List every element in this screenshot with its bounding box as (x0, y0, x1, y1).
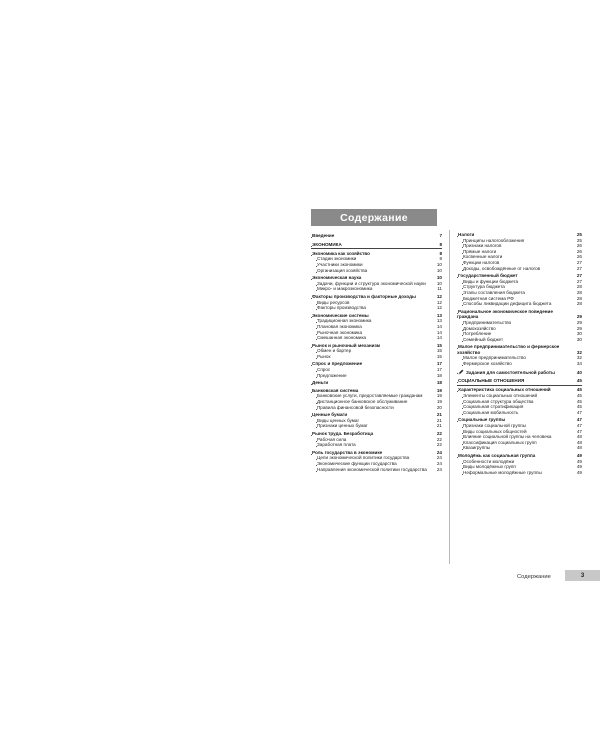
entry-page-number: 22 (436, 436, 442, 442)
left-section-heading (311, 380, 442, 386)
entry-title: Спрос (317, 367, 331, 373)
entry-page-number: 14 (436, 335, 442, 341)
right-subentry (457, 445, 582, 451)
entry-title: СОЦИАЛЬНЫЕ ОТНОШЕНИЯ (458, 378, 525, 384)
entry-page-number: 28 (576, 301, 582, 307)
entry-title: Малое предпринимательство и фермерское хозяйство (457, 344, 560, 355)
entry-title: Характеристика социальных отношений (458, 387, 551, 393)
entry-page-number: 28 (576, 289, 582, 295)
entry-page-number: 11 (437, 286, 442, 292)
entry-title: Элементы социальных отношений (463, 393, 538, 399)
entry-title: Заработная плата (317, 442, 356, 448)
entry-title: Признаки ценных бумаг (317, 423, 368, 429)
entry-title: Задания для самостоятельной работы (466, 369, 555, 375)
entry-title: Принципы налогообложения (463, 237, 525, 243)
entry-title: Виды ресурсов (317, 299, 350, 305)
entry-page-number: 8 (439, 241, 442, 247)
entry-title: Домохозяйство (463, 325, 496, 331)
entry-page-number: 26 (576, 254, 582, 260)
entry-page-number: 22 (436, 442, 442, 448)
entry-page-number: 15 (436, 342, 442, 348)
entry-title: Виды и функции бюджета (463, 278, 519, 284)
entry-page-number: 26 (576, 248, 582, 254)
entry-page-number: 40 (576, 369, 582, 375)
entry-page-number: 24 (436, 449, 442, 455)
entry-page-number: 27 (576, 265, 582, 271)
entry-title: Влияние социальной группы на человека (463, 434, 552, 440)
entry-title: Доходы, освобождённые от налогов (463, 265, 541, 271)
entry-title: Фермерское хозяйство (463, 361, 512, 367)
right-part-heading (457, 378, 582, 384)
entry-page-number: 18 (436, 372, 442, 378)
entry-title: Признаки налогов (463, 243, 502, 249)
page-number: 3 (580, 572, 585, 579)
left-subentry (311, 286, 442, 292)
entry-title: Признаки социальной группы (463, 423, 526, 428)
entry-page-number: 49 (576, 469, 582, 475)
entry-title: ЭКОНОМИКА (312, 241, 342, 247)
pencil-icon (458, 369, 464, 375)
entry-page-number: 45 (576, 404, 582, 410)
entry-title: Традиционная экономика (317, 318, 372, 324)
entry-page-number: 12 (436, 293, 442, 299)
entry-page-number: 24 (436, 466, 442, 472)
entry-page-number: 49 (576, 452, 582, 458)
entry-title: Банковская система (312, 387, 359, 393)
entry-page-number: 45 (576, 393, 582, 399)
entry-title: Социальная мобильность (463, 409, 519, 415)
entry-title: Потребление (463, 331, 492, 337)
entry-page-number: 13 (436, 312, 442, 318)
entry-page-number: 47 (576, 417, 582, 423)
entry-page-number: 17 (436, 361, 442, 367)
entry-title: Виды ценных бумаг (317, 417, 360, 423)
entry-title: Ценные бумаги (312, 412, 348, 418)
entry-title: Спрос и предложение (312, 361, 363, 367)
entry-title: Рынок и рыночный механизм (312, 342, 381, 348)
entry-title: Факторы производства и факторные доходы (312, 293, 416, 299)
entry-title: Деньги (312, 380, 329, 386)
entry-page-number: 29 (576, 319, 582, 325)
entry-title: Стадии экономики (317, 256, 357, 262)
entry-title: Виды молодёжных групп (463, 464, 516, 470)
entry-title: Рабочая сила (317, 436, 347, 442)
entry-title: Виды социальных общностей (463, 428, 527, 434)
entry-title: Рынок труда. Безработица (312, 431, 374, 436)
entry-page-number: 14 (436, 323, 442, 329)
entry-page-number: 7 (439, 233, 442, 238)
entry-page-number: 32 (576, 349, 582, 355)
entry-page-number: 20 (436, 404, 442, 410)
entry-page-number: 47 (576, 423, 582, 428)
contents-header: Содержание (311, 209, 437, 226)
entry-title: Особенности молодёжи (463, 458, 515, 464)
entry-page-number: 47 (576, 409, 582, 415)
right-subentry (457, 410, 582, 416)
column-divider (449, 230, 450, 564)
entry-page-number: 27 (576, 259, 582, 265)
left-subentry (311, 442, 442, 448)
left-subentry (311, 268, 442, 274)
left-subentry (311, 305, 442, 311)
entry-page-number: 8 (439, 250, 442, 256)
entry-title: Бюджетная система РФ (463, 295, 514, 301)
page-number-tab (565, 570, 600, 581)
entry-title: Обмен и бартер (317, 348, 352, 354)
entry-page-number: 14 (436, 329, 442, 335)
entry-page-number: 49 (576, 464, 582, 470)
entry-page-number: 47 (576, 428, 582, 434)
entry-page-number: 26 (576, 243, 582, 249)
entry-page-number: 25 (576, 237, 582, 243)
left-part-heading (311, 233, 442, 239)
contents-right-column (457, 230, 582, 475)
entry-page-number: 48 (576, 445, 582, 451)
entry-title: Этапы составления бюджета (463, 289, 525, 295)
left-subentry (311, 423, 442, 429)
entry-title: Структура бюджета (463, 284, 505, 290)
entry-title: Предложение (317, 372, 347, 378)
right-subentry (457, 337, 582, 343)
entry-title: Малое предпринимательство (463, 355, 526, 361)
entry-page-number: 45 (576, 398, 582, 404)
entry-page-number: 10 (436, 275, 442, 281)
entry-page-number: 13 (436, 318, 442, 324)
right-subentry (457, 266, 582, 272)
entry-page-number: 10 (436, 280, 442, 286)
entry-title: Социальные группы (458, 417, 506, 423)
right-section-heading (457, 309, 582, 320)
entry-page-number: 10 (436, 267, 442, 273)
footer-running-title: Содержание (517, 574, 551, 580)
entry-title: Классификация социальных групп (463, 439, 537, 445)
left-part-heading (311, 242, 442, 248)
entry-title: Рынок (317, 353, 331, 359)
left-subentry (311, 354, 442, 360)
entry-title: Способы ликвидации дефицита бюджета (463, 301, 552, 307)
entry-page-number: 15 (436, 353, 442, 359)
entry-page-number: 24 (436, 455, 442, 461)
entry-page-number: 30 (576, 336, 582, 342)
entry-title: Косвенные налоги (463, 254, 503, 260)
entry-title: Социальная структура общества (463, 398, 534, 404)
right-subentry (457, 301, 582, 307)
entry-page-number: 45 (576, 378, 582, 384)
contents-left-column (311, 230, 442, 472)
entry-title: Прямые налоги (463, 248, 497, 254)
entry-title: Роль государства в экономике (312, 449, 383, 455)
section-rule (311, 248, 442, 249)
entry-page-number: 19 (436, 399, 442, 405)
entry-page-number: 15 (436, 348, 442, 354)
entry-title: Экономика как хозяйство (312, 250, 370, 256)
entry-page-number: 12 (436, 299, 442, 305)
left-subentry (311, 467, 442, 473)
entry-title: Квазигруппы (463, 445, 490, 451)
entry-page-number: 12 (436, 305, 442, 311)
entry-page-number: 21 (436, 423, 442, 429)
entry-title: Налоги (458, 232, 475, 237)
entry-title: Факторы производства (317, 305, 366, 311)
entry-page-number: 30 (576, 331, 582, 337)
entry-page-number: 29 (576, 325, 582, 331)
entry-page-number: 17 (436, 367, 442, 373)
left-subentry (311, 335, 442, 341)
entry-title: Цели экономической политики государства (317, 455, 410, 461)
right-section-heading (457, 369, 582, 376)
entry-page-number: 29 (576, 314, 582, 320)
entry-page-number: 32 (576, 355, 582, 361)
entry-page-number: 10 (436, 261, 442, 267)
left-subentry (311, 373, 442, 379)
entry-page-number: 28 (576, 284, 582, 290)
entry-title: Задачи, функции и структура экономической науки (317, 280, 426, 286)
entry-title: Правила финансовой безопасности (317, 404, 394, 410)
entry-title: Экономические системы (312, 312, 369, 318)
entry-page-number: 21 (436, 412, 442, 418)
entry-title: Молодёжь как социальная группа (458, 452, 536, 458)
entry-page-number: 48 (576, 434, 582, 440)
entry-page-number: 21 (436, 417, 442, 423)
entry-title: Экономическая наука (312, 275, 362, 281)
entry-page-number: 25 (576, 232, 582, 237)
entry-title: Социальная стратификация (463, 404, 524, 410)
entry-title: Участники экономики (317, 261, 363, 267)
entry-page-number: 8 (439, 256, 442, 262)
entry-title: Экономические функции государства (317, 460, 397, 466)
entry-title: Организация хозяйства (317, 267, 368, 273)
entry-title: Дистанционное банковское обслуживание (317, 399, 408, 405)
entry-title: Семейный бюджет (463, 336, 504, 342)
entry-page-number: 22 (436, 431, 442, 436)
entry-page-number: 28 (576, 295, 582, 301)
entry-page-number: 27 (576, 278, 582, 284)
entry-title: Банковские услуги, предоставляемые гражданам (317, 393, 423, 399)
entry-page-number: 49 (576, 458, 582, 464)
entry-page-number: 48 (576, 439, 582, 445)
entry-title: Плановая экономика (317, 323, 362, 329)
entry-title: Государственный бюджет (458, 273, 518, 279)
entry-title: Направления экономической политики государства (317, 466, 427, 472)
right-section-heading (457, 344, 582, 355)
right-subentry (457, 361, 582, 367)
entry-title: Смешанная экономика (317, 335, 367, 341)
entry-title: Рациональное экономическое поведение граждана (457, 308, 553, 320)
entry-title: Микро- и макроэкономика (317, 286, 373, 292)
entry-title: Рыночная экономика (317, 329, 363, 335)
right-subentry (457, 470, 582, 476)
left-subentry (311, 405, 442, 411)
entry-title: Неформальные молодёжные группы (463, 469, 542, 475)
entry-page-number: 27 (576, 273, 582, 279)
entry-title: Функции налогов (463, 259, 500, 265)
entry-page-number: 18 (436, 380, 442, 386)
entry-page-number: 24 (436, 460, 442, 466)
entry-page-number: 45 (576, 387, 582, 393)
entry-title: Предпринимательство (463, 319, 512, 325)
entry-page-number: 19 (436, 387, 442, 393)
entry-page-number: 19 (436, 393, 442, 399)
entry-title: Введение (312, 233, 335, 238)
section-rule (457, 385, 582, 386)
entry-page-number: 34 (576, 361, 582, 367)
